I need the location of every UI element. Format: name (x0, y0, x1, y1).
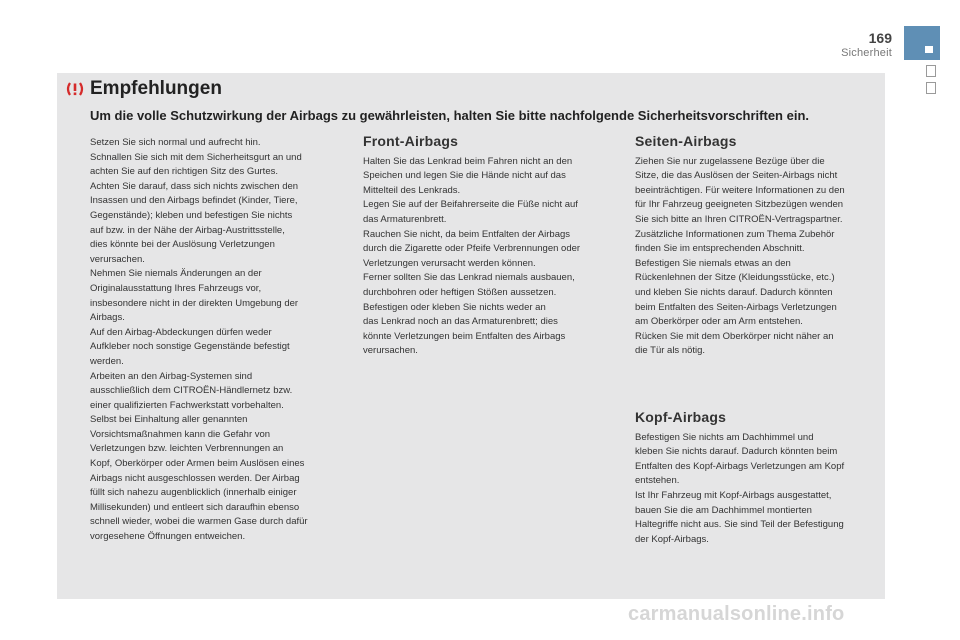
text-line: Mittelteil des Lenkrads. (363, 184, 461, 196)
section-name: Sicherheit (841, 47, 892, 59)
text-line: Ziehen Sie nur zugelassene Bezüge über die (635, 155, 825, 167)
text-line: beim Entfalten des Seiten-Airbags Verletzungen (635, 301, 837, 313)
text-line: Befestigen Sie niemals etwas an den (635, 257, 791, 269)
front-airbags-section (363, 134, 608, 359)
tab-marker-icon (925, 46, 933, 53)
text-line: Kopf, Oberkörper oder Armen beim Auslösen eines (90, 458, 305, 470)
front-airbags-heading: Front-Airbags (363, 133, 459, 149)
text-line: der Kopf-Airbags. (635, 533, 709, 545)
text-line: Achten Sie darauf, dass sich nichts zwischen den (90, 180, 299, 192)
text-line: Halten Sie das Lenkrad beim Fahren nicht an den (363, 155, 573, 167)
text-line: füllt sich nahezu augenblicklich (innerhalb einiger (90, 487, 297, 499)
section-tab-active[interactable] (904, 26, 940, 60)
section-tab-next-2[interactable] (926, 82, 936, 94)
text-line: Rücken Sie mit dem Oberkörper nicht näher an (635, 330, 834, 342)
text-line: Befestigen oder kleben Sie nichts weder an (363, 301, 546, 313)
text-line: durchbohren oder heftigen Stößen aussetzen. (363, 286, 557, 298)
text-line: Sitze, die das Auslösen der Seiten-Airbags nicht (635, 170, 838, 182)
text-line: vorgesehene Öffnungen entweichen. (90, 531, 246, 543)
side-airbags-section (635, 134, 880, 359)
text-line: Selbst bei Einhaltung aller genannten (90, 414, 248, 426)
text-line: am Oberkörper oder am Arm entstehen. (635, 316, 803, 328)
text-line: Setzen Sie sich normal und aufrecht hin. (90, 137, 261, 148)
text-line: einer qualifizierten Fachwerkstatt vorbehalten. (90, 399, 284, 411)
text-line: und kleben Sie nichts darauf. Dadurch könnten (635, 286, 833, 298)
text-line: dies könnte bei der Auslösung Verletzungen (90, 239, 275, 251)
text-line: bauen Sie die am Dachhimmel montierten (635, 504, 812, 516)
head-airbags-heading: Kopf-Airbags (635, 409, 727, 425)
text-line: Auf den Airbag-Abdeckungen dürfen weder (90, 326, 272, 338)
text-line: könnte Verletzungen beim Entfalten des Airbags (363, 330, 566, 342)
panel-subtitle: Um die volle Schutzwirkung der Airbags zu gewährleisten, halten Sie bitte nachfolgende Sicherheitsvorschriften ein. (90, 108, 810, 123)
text-line: das Armaturenbrett. (363, 213, 447, 225)
text-line: Befestigen Sie nichts am Dachhimmel und (635, 431, 814, 443)
panel-title: Empfehlungen (90, 78, 222, 99)
text-line: Haltegriffe nicht aus. Sie sind Teil der Befestigung (635, 519, 844, 531)
text-line: kleben Sie nichts darauf. Dadurch könnten beim (635, 446, 838, 458)
text-line: insbesondere nicht in der direkten Umgebung der (90, 297, 299, 309)
text-line: Insassen und den Airbags befindet (Kinder, Tiere, (90, 195, 298, 207)
page-number: 169 (868, 30, 892, 46)
text-line: das Lenkrad noch an das Armaturenbrett; dies (363, 316, 558, 328)
recommendations-panel (57, 73, 885, 599)
text-line: Sie sich bitte an Ihren CITROËN-Vertragspartner. (635, 213, 843, 225)
text-line: Originalausstattung Ihres Fahrzeugs vor, (90, 282, 262, 294)
text-line: verursachen. (90, 253, 145, 265)
text-line: Arbeiten an den Airbag-Systemen sind (90, 370, 253, 382)
text-line: Zusätzliche Informationen zum Thema Zubehör (635, 228, 835, 240)
text-line: Entfalten des Kopf-Airbags Verletzungen am Kopf (635, 460, 845, 472)
text-line: Nehmen Sie niemals Änderungen an der (90, 268, 262, 280)
text-line: Speichen und legen Sie die Hände nicht auf das (363, 170, 566, 182)
watermark: carmanualsonline.info (628, 603, 845, 625)
text-line: entstehen. (635, 475, 680, 487)
side-airbags-heading: Seiten-Airbags (635, 133, 737, 149)
text-line: Rauchen Sie nicht, da beim Entfalten der Airbags (363, 228, 571, 240)
text-line: Ferner sollten Sie das Lenkrad niemals ausbauen, (363, 272, 575, 284)
text-line: werden. (90, 355, 124, 367)
text-line: Aufkleber noch sonstige Gegenstände befestigt (90, 341, 290, 353)
text-line: für Ihr Fahrzeug geeigneten Sitzbezügen wenden (635, 199, 844, 211)
text-line: auf bzw. in der Nähe der Airbag-Austrittsstelle, (90, 224, 285, 236)
head-airbags-section (635, 410, 880, 547)
text-line: Rückenlehnen der Sitze (Kleidungsstücke, etc.) (635, 272, 835, 284)
text-line: schnell wieder, wobei die warmen Gase durch dafür (90, 516, 308, 528)
text-line: Airbags nicht ausgeschlossen werden. Der Airbag (90, 472, 300, 484)
section-tab-next[interactable] (926, 65, 936, 77)
text-line: Airbags. (90, 312, 125, 324)
text-line: achten Sie auf den richtigen Sitz des Gurtes. (90, 166, 278, 178)
text-line: ausschließlich dem CITROËN-Händlernetz bzw. (90, 385, 293, 397)
text-line: beeinträchtigen. Für weitere Informationen zu den (635, 184, 845, 196)
intro-column (90, 136, 348, 545)
text-line: Ist Ihr Fahrzeug mit Kopf-Airbags ausgestattet, (635, 489, 832, 501)
text-line: Millisekunden) und entleert sich daraufhin ebenso (90, 501, 300, 513)
text-line: Verletzungen bzw. leichten Verbrennungen an (90, 443, 284, 455)
text-line: durch die Zigarette oder Pfeife Verbrennungen oder (363, 243, 581, 255)
text-line: Verletzungen verursacht werden können. (363, 257, 536, 269)
text-line: Gegenstände); kleben und befestigen Sie nichts (90, 209, 293, 221)
text-line: die Tür als nötig. (635, 345, 706, 357)
text-line: verursachen. (363, 345, 418, 357)
text-line: finden Sie im entsprechenden Abschnitt. (635, 243, 805, 255)
text-line: Schnallen Sie sich mit dem Sicherheitsgurt an und (90, 151, 302, 163)
text-line: Legen Sie auf der Beifahrerseite die Füße nicht auf (363, 199, 578, 211)
double-exclamation-warning-icon (65, 81, 85, 97)
text-line: Vorsichtsmaßnahmen kann die Gefahr von (90, 428, 271, 440)
